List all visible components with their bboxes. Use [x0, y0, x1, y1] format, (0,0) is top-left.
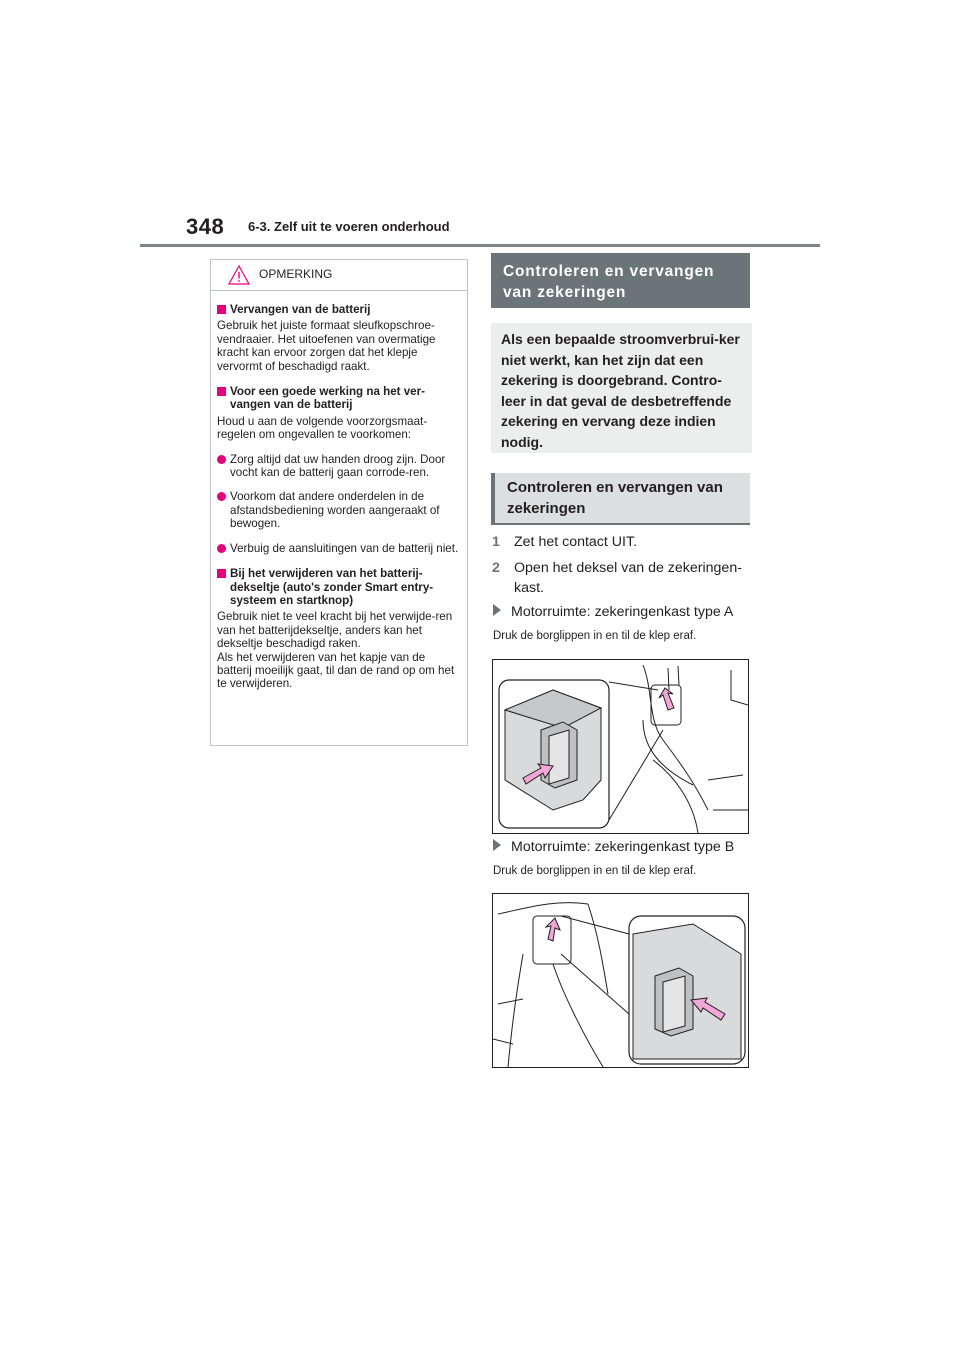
- notice-text: Houd u aan de volgende voorzorgsmaat-regelen om ongevallen te voorkomen:: [217, 414, 428, 442]
- fusebox-type-a-drawing: [493, 660, 748, 833]
- notice-text: Gebruik het juiste formaat sleufkopschroe-vendraaier. Het uitoefenen van overmatige kracht kan ervoor zorgen dat het klepje vervormt of beschadigd raakt.: [217, 319, 436, 373]
- step-2: [492, 558, 754, 598]
- step-text: Open het deksel van de zekeringen-kast.: [514, 560, 742, 596]
- notice-header: [211, 260, 467, 291]
- sub-heading: Controleren en vervangen van zekeringen: [491, 473, 750, 525]
- main-heading: Controleren en vervangen van zekeringen: [491, 253, 750, 308]
- item-label: Motorruimte: zekeringenkast type B: [511, 839, 735, 855]
- caption-type-a: Druk de borglippen in en til de klep eraf.: [493, 630, 697, 642]
- step-number: 2: [492, 560, 500, 576]
- step-text: Zet het contact UIT.: [514, 534, 638, 550]
- header-rule: [140, 244, 820, 247]
- notice-text: Als het verwijderen van het kapje van de batterij moeilijk gaat, til dan de rand op om het te verwijderen.: [217, 650, 455, 691]
- notice-bullet: Voorkom dat andere onderdelen in de afstandsbediening worden aangeraakt of bewogen.: [217, 490, 460, 530]
- step-1: [492, 532, 752, 552]
- item-type-a: [493, 604, 733, 620]
- item-type-b: [493, 839, 734, 855]
- warning-triangle-icon: [227, 264, 251, 286]
- fusebox-type-b-drawing: [493, 894, 748, 1067]
- intro-text: Als een bepaalde stroomverbrui-ker niet werkt, kan het zijn dat een zekering is doorgebrand. Contro-leer in dat geval de desbetreffende zekering en vervang deze indien nodig.: [491, 323, 752, 453]
- fusebox-type-a-illustration: [492, 659, 749, 834]
- triangle-bullet-icon: [493, 604, 501, 616]
- triangle-bullet-icon: [493, 839, 501, 851]
- notice-heading: Vervangen van de batterij: [217, 303, 460, 316]
- notice-bullet: Verbuig de aansluitingen van de batterij niet.: [217, 542, 460, 555]
- item-label: Motorruimte: zekeringenkast type A: [511, 604, 734, 620]
- page-number: 348: [186, 214, 225, 239]
- fusebox-type-b-illustration: [492, 893, 749, 1068]
- caption-type-b: Druk de borglippen in en til de klep eraf.: [493, 865, 697, 877]
- notice-text: Gebruik niet te veel kracht bij het verwijde-ren van het batterijdekseltje, anders kan het dekseltje beschadigd raken.: [217, 610, 453, 651]
- notice-heading: Bij het verwijderen van het batterij-dekseltje (auto's zonder Smart entry-systeem en startknop): [217, 567, 460, 607]
- section-title: 6-3. Zelf uit te voeren onderhoud: [248, 219, 450, 234]
- notice-box: [210, 259, 468, 746]
- step-number: 1: [492, 534, 500, 550]
- notice-body: [211, 291, 467, 691]
- notice-heading: Voor een goede werking na het ver-vangen van de batterij: [217, 385, 460, 412]
- notice-label: OPMERKING: [259, 267, 333, 281]
- notice-bullet: Zorg altijd dat uw handen droog zijn. Door vocht kan de batterij gaan corrode-ren.: [217, 453, 460, 480]
